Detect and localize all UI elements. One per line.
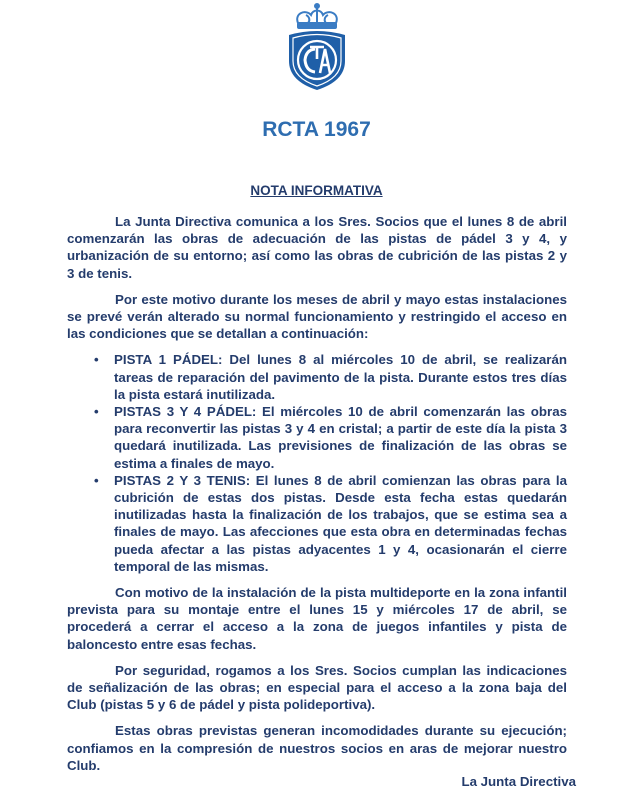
- club-crest-logo: [286, 3, 348, 91]
- bullet-icon: •: [94, 404, 99, 420]
- bullet-icon: •: [94, 472, 99, 488]
- crest-icon: [286, 3, 348, 91]
- list-item-text: PISTAS 2 Y 3 TENIS: El lunes 8 de abril comienzan las obras para la cubrición de estas dos pistas. Desde esta fecha estas quedarán inutilizadas hasta la finalización de los trabajos, que se estima sea a finales de mayo. Las afecciones que esta obra en determinadas fechas pueda afectar a las pistas adyacentes 1 y 4, ocasionarán el cierre temporal de las mismas.: [114, 472, 567, 574]
- club-title: RCTA 1967: [262, 118, 371, 141]
- list-item: [94, 403, 567, 472]
- list-item: [94, 472, 567, 575]
- list-item-text: PISTAS 3 Y 4 PÁDEL: El miércoles 10 de abril comenzarán las obras para reconvertir las pistas 3 y 4 en cristal; a partir de este día la pista 3 quedará inutilizada. Las previsiones de finalización de las obras se estima a finales de mayo.: [114, 404, 567, 471]
- conditions-paragraph: Por este motivo durante los meses de abril y mayo estas instalaciones se prevé verán alterado su normal funcionamiento y restringido el acceso en las condiciones que se detallan a continuación:: [67, 291, 567, 342]
- bullet-icon: •: [94, 352, 99, 368]
- multisport-paragraph: Con motivo de la instalación de la pista multideporte en la zona infantil prevista para su montaje entre el lunes 15 y miércoles 17 de abril, se procederá a cerrar el acceso a la zona de juegos infantiles y pista de baloncesto entre esas fechas.: [67, 585, 567, 652]
- document-body: [67, 213, 567, 783]
- crown-icon: [297, 4, 337, 28]
- intro-paragraph: La Junta Directiva comunica a los Sres. Socios que el lunes 8 de abril comenzarán las obras de adecuación de las pistas de pádel 3 y 4, y urbanización de su entorno; así como las obras de cubrición de las pistas 2 y 3 de tenis.: [67, 214, 567, 281]
- list-item-text: PISTA 1 PÁDEL: Del lunes 8 al miércoles 10 de abril, se realizarán tareas de reparación del pavimento de la pista. Durante estos tres días la pista estará inutilizada.: [114, 352, 567, 402]
- affected-courts-list: [67, 351, 567, 575]
- signature: La Junta Directiva: [461, 774, 576, 789]
- list-item: [94, 351, 567, 403]
- closing-paragraph: Estas obras previstas generan incomodidades durante su ejecución; confiamos en la compresión de nuestros socios en aras de mejorar nuestro Club.: [67, 723, 567, 773]
- safety-paragraph: Por seguridad, rogamos a los Sres. Socios cumplan las indicaciones de señalización de las obras; en especial para el acceso a la zona baja del Club (pistas 5 y 6 de pádel y pista polideportiva).: [67, 662, 567, 713]
- document-heading: NOTA INFORMATIVA: [250, 183, 383, 198]
